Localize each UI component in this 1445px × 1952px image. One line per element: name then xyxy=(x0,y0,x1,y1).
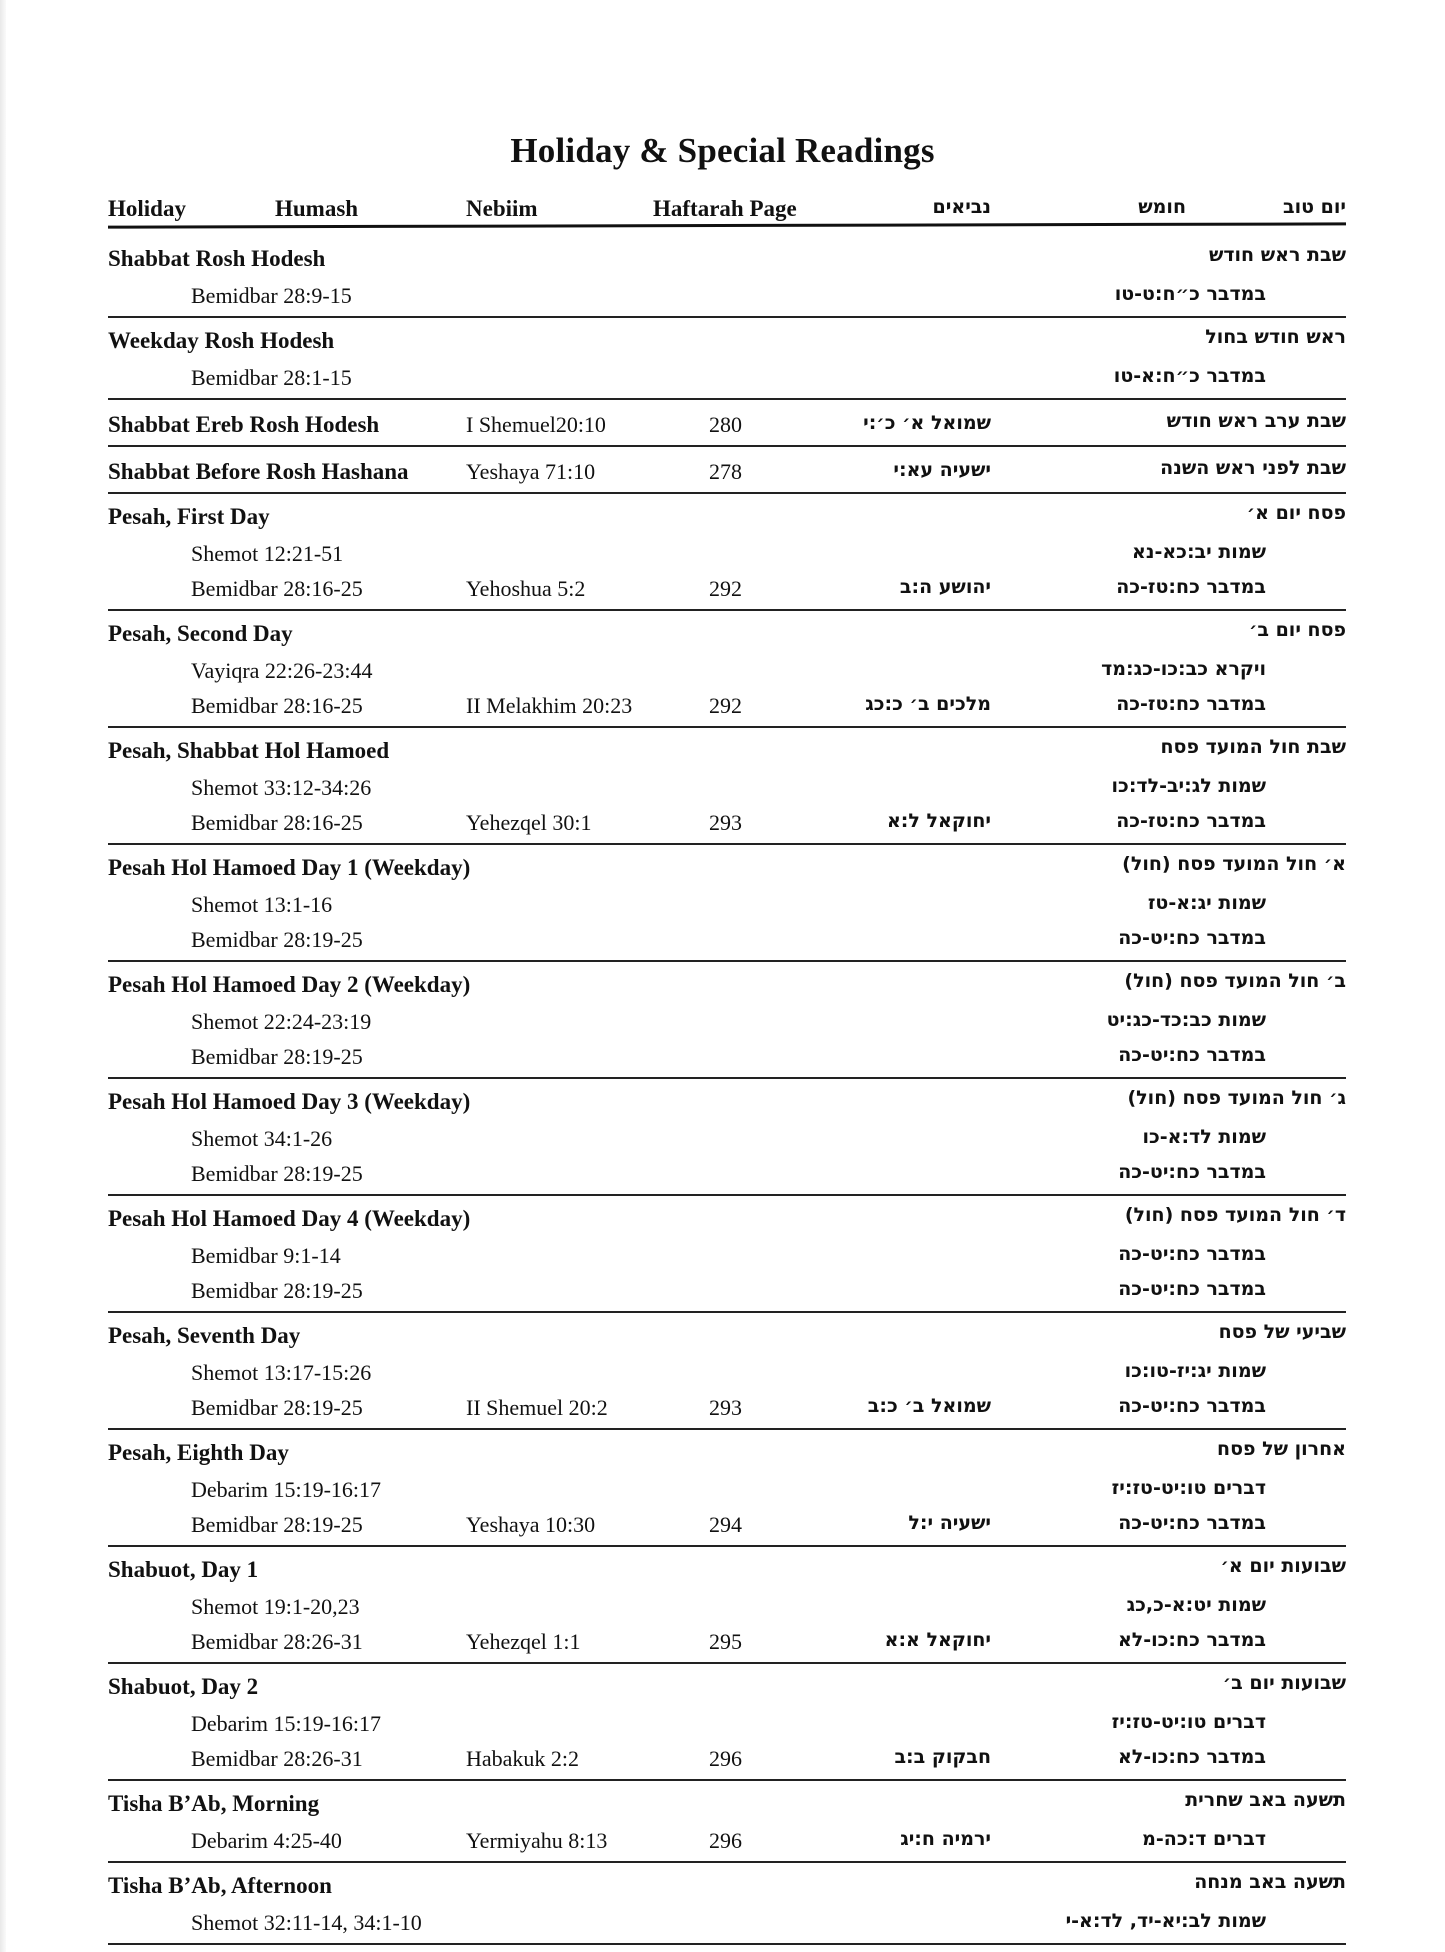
holiday-name: Pesah, Second Day xyxy=(108,621,293,646)
holiday-section xyxy=(108,1085,1346,1196)
reading-row xyxy=(108,921,1346,956)
holiday-title-row xyxy=(108,324,1346,359)
haftarah-reference-hebrew: יהושע ה:ב xyxy=(899,576,991,598)
holiday-section xyxy=(108,1869,1346,1945)
reading-row xyxy=(108,277,1346,312)
holiday-title-row xyxy=(108,617,1346,652)
haftarah-reference: Yermiyahu 8:13 xyxy=(466,1828,608,1853)
humash-reference: Vayiqra 22:26-23:44 xyxy=(191,658,373,683)
holiday-name-hebrew: תשעה באב מנחה xyxy=(1194,1871,1346,1893)
humash-reference-hebrew: במדבר כ״ח:ט-טו xyxy=(1114,283,1266,305)
holiday-name: Shabuot, Day 2 xyxy=(108,1674,259,1699)
haftarah-reference: Yeshaya 71:10 xyxy=(466,459,596,484)
haftarah-reference-hebrew: שמואל א׳ כ׳:י xyxy=(863,412,991,434)
humash-reference-hebrew: במדבר כח:יט-כה xyxy=(1118,1161,1266,1183)
holiday-title-row xyxy=(108,851,1346,886)
holiday-section xyxy=(108,1787,1346,1863)
humash-reference: Bemidbar 28:16-25 xyxy=(191,576,363,601)
holiday-title-row xyxy=(108,1436,1346,1471)
humash-reference-hebrew: שמות יג:יז-טו:כו xyxy=(1124,1360,1266,1382)
humash-reference: Bemidbar 28:19-25 xyxy=(191,1044,363,1069)
humash-reference: Bemidbar 9:1-14 xyxy=(191,1243,341,1268)
readings-table xyxy=(108,242,1346,1951)
haftarah-reference: II Shemuel 20:2 xyxy=(466,1395,608,1420)
holiday-name-hebrew: שבועות יום ב׳ xyxy=(1222,1672,1346,1694)
humash-reference-hebrew: שמות יט:א-כ,כג xyxy=(1126,1594,1266,1616)
column-header-holiday: Holiday xyxy=(108,196,186,221)
reading-row xyxy=(108,1272,1346,1307)
holiday-name-hebrew: פסח יום א׳ xyxy=(1246,502,1346,524)
holiday-section xyxy=(108,1319,1346,1430)
holiday-title-row xyxy=(108,1787,1346,1822)
column-header-yom-tov-hebrew: יום טוב xyxy=(1283,196,1346,218)
holiday-section xyxy=(108,851,1346,962)
holiday-name: Pesah, Shabbat Hol Hamoed xyxy=(108,738,390,763)
haftarah-reference: I Shemuel20:10 xyxy=(466,412,606,437)
humash-reference: Bemidbar 28:19-25 xyxy=(191,1395,363,1420)
haftarah-page-number: 296 xyxy=(709,1828,742,1853)
reading-row xyxy=(108,1038,1346,1073)
reading-row xyxy=(108,535,1346,570)
humash-reference: Bemidbar 28:19-25 xyxy=(191,1512,363,1537)
reading-row xyxy=(108,652,1346,687)
humash-reference: Bemidbar 28:19-25 xyxy=(191,1278,363,1303)
humash-reference: Shemot 33:12-34:26 xyxy=(191,775,372,800)
humash-reference: Bemidbar 28:26-31 xyxy=(191,1746,363,1771)
haftarah-reference-hebrew: ירמיה ח:יג xyxy=(900,1828,991,1850)
haftarah-reference: Yehoshua 5:2 xyxy=(466,576,586,601)
holiday-name: Pesah, Seventh Day xyxy=(108,1323,301,1348)
humash-reference: Debarim 15:19-16:17 xyxy=(191,1477,382,1502)
haftarah-page-number: 280 xyxy=(709,412,742,437)
holiday-title-row xyxy=(108,1085,1346,1120)
holiday-title-row xyxy=(108,1869,1346,1904)
holiday-name: Tisha B’Ab, Afternoon xyxy=(108,1873,332,1898)
humash-reference: Shemot 19:1-20,23 xyxy=(191,1594,360,1619)
holiday-name-hebrew: תשעה באב שחרית xyxy=(1185,1789,1346,1811)
haftarah-page-number: 293 xyxy=(709,1395,742,1420)
humash-reference-hebrew: במדבר כח:טז-כה xyxy=(1116,576,1266,598)
holiday-section xyxy=(108,1436,1346,1547)
humash-reference-hebrew: שמות כב:כד-כג:יט xyxy=(1106,1009,1266,1031)
holiday-section xyxy=(108,968,1346,1079)
column-header-nebiim-hebrew: נביאים xyxy=(932,196,991,218)
humash-reference-hebrew: במדבר כח:יט-כה xyxy=(1118,1278,1266,1300)
humash-reference-hebrew: במדבר כח:יט-כה xyxy=(1118,1512,1266,1534)
humash-reference: Bemidbar 28:19-25 xyxy=(191,1161,363,1186)
humash-reference: Bemidbar 28:26-31 xyxy=(191,1629,363,1654)
humash-reference: Debarim 15:19-16:17 xyxy=(191,1711,382,1736)
humash-reference-hebrew: במדבר כח:יט-כה xyxy=(1118,1395,1266,1417)
haftarah-reference-hebrew: חבקוק ב:ב xyxy=(894,1746,991,1768)
reading-row xyxy=(108,1740,1346,1775)
reading-row xyxy=(108,1904,1346,1939)
haftarah-reference: Yehezqel 30:1 xyxy=(466,810,592,835)
humash-reference: Bemidbar 28:16-25 xyxy=(191,693,363,718)
reading-row xyxy=(108,1822,1346,1857)
holiday-title-row xyxy=(108,500,1346,535)
holiday-name: Tisha B’Ab, Morning xyxy=(108,1791,320,1816)
reading-row xyxy=(108,804,1346,839)
humash-reference-hebrew: דברים ד:כה-מ xyxy=(1142,1828,1266,1850)
column-header-humash: Humash xyxy=(275,196,359,221)
humash-reference: Bemidbar 28:9-15 xyxy=(191,283,352,308)
holiday-name: Pesah Hol Hamoed Day 2 (Weekday) xyxy=(108,972,471,997)
humash-reference: Shemot 13:17-15:26 xyxy=(191,1360,372,1385)
humash-reference: Bemidbar 28:16-25 xyxy=(191,810,363,835)
holiday-name: Pesah, First Day xyxy=(108,504,270,529)
reading-row xyxy=(108,687,1346,722)
humash-reference-hebrew: ויקרא כב:כו-כג:מד xyxy=(1101,658,1266,680)
holiday-name-hebrew: שבת לפני ראש השנה xyxy=(1160,457,1346,479)
humash-reference: Debarim 4:25-40 xyxy=(191,1828,342,1853)
holiday-name-hebrew: שבת ראש חודש xyxy=(1208,244,1346,266)
haftarah-page-number: 292 xyxy=(709,576,742,601)
reading-row xyxy=(108,1155,1346,1190)
holiday-name: Pesah Hol Hamoed Day 3 (Weekday) xyxy=(108,1089,471,1114)
humash-reference: Shemot 12:21-51 xyxy=(191,541,344,566)
reading-row xyxy=(108,359,1346,394)
haftarah-page-number: 294 xyxy=(709,1512,742,1537)
humash-reference-hebrew: שמות לג:יב-לד:כו xyxy=(1111,775,1266,797)
holiday-section xyxy=(108,242,1346,318)
holiday-name-hebrew: ד׳ חול המועד פסח (חול) xyxy=(1124,1204,1346,1226)
haftarah-reference-hebrew: שמואל ב׳ כ:ב xyxy=(867,1395,991,1417)
holiday-title-row xyxy=(108,453,1346,488)
column-header-nebiim: Nebiim xyxy=(466,196,538,221)
holiday-name-hebrew: פסח יום ב׳ xyxy=(1248,619,1346,641)
humash-reference-hebrew: במדבר כח:טז-כה xyxy=(1116,810,1266,832)
column-header-haftarah-page: Haftarah Page xyxy=(653,196,797,221)
haftarah-page-number: 296 xyxy=(709,1746,742,1771)
holiday-section xyxy=(108,1202,1346,1313)
haftarah-reference-hebrew: יחוקאל ל:א xyxy=(886,810,991,832)
holiday-name: Shabbat Rosh Hodesh xyxy=(108,246,326,271)
holiday-name: Weekday Rosh Hodesh xyxy=(108,328,335,353)
holiday-name-hebrew: ג׳ חול המועד פסח (חול) xyxy=(1127,1087,1346,1109)
humash-reference: Bemidbar 28:1-15 xyxy=(191,365,352,390)
holiday-name-hebrew: אחרון של פסח xyxy=(1217,1438,1346,1460)
reading-row xyxy=(108,1354,1346,1389)
humash-reference-hebrew: במדבר כח:יט-כה xyxy=(1118,1243,1266,1265)
holiday-name-hebrew: ראש חודש בחול xyxy=(1205,326,1346,348)
holiday-section xyxy=(108,1553,1346,1664)
holiday-name-hebrew: שבת חול המועד פסח xyxy=(1160,736,1346,758)
reading-row xyxy=(108,1003,1346,1038)
reading-row xyxy=(108,1506,1346,1541)
holiday-title-row xyxy=(108,734,1346,769)
haftarah-reference: Habakuk 2:2 xyxy=(466,1746,580,1771)
holiday-title-row xyxy=(108,1670,1346,1705)
holiday-name: Shabuot, Day 1 xyxy=(108,1557,259,1582)
holiday-section xyxy=(108,453,1346,494)
humash-reference-hebrew: שמות יג:א-טז xyxy=(1147,892,1266,914)
haftarah-page-number: 278 xyxy=(709,459,742,484)
holiday-title-row xyxy=(108,1319,1346,1354)
humash-reference-hebrew: במדבר כ״ח:א-טו xyxy=(1113,365,1266,387)
haftarah-reference-hebrew: ישעיה עא:י xyxy=(893,459,991,481)
humash-reference: Shemot 34:1-26 xyxy=(191,1126,333,1151)
humash-reference-hebrew: במדבר כח:כו-לא xyxy=(1117,1746,1266,1768)
holiday-section xyxy=(108,734,1346,845)
holiday-section xyxy=(108,406,1346,447)
reading-row xyxy=(108,1237,1346,1272)
haftarah-reference: Yehezqel 1:1 xyxy=(466,1629,581,1654)
humash-reference-hebrew: שמות יב:כא-נא xyxy=(1132,541,1266,563)
holiday-title-row xyxy=(108,406,1346,441)
haftarah-reference: II Melakhim 20:23 xyxy=(466,693,633,718)
reading-row xyxy=(108,886,1346,921)
holiday-section xyxy=(108,500,1346,611)
holiday-title-row xyxy=(108,968,1346,1003)
haftarah-reference-hebrew: ישעיה י:ל xyxy=(908,1512,991,1534)
haftarah-reference-hebrew: מלכים ב׳ כ:כג xyxy=(865,693,991,715)
holiday-name-hebrew: ב׳ חול המועד פסח (חול) xyxy=(1124,970,1346,992)
humash-reference: Bemidbar 28:19-25 xyxy=(191,927,363,952)
haftarah-reference: Yeshaya 10:30 xyxy=(466,1512,596,1537)
reading-row xyxy=(108,1588,1346,1623)
reading-row xyxy=(108,1623,1346,1658)
holiday-section xyxy=(108,1670,1346,1781)
reading-row xyxy=(108,769,1346,804)
holiday-name: Pesah Hol Hamoed Day 4 (Weekday) xyxy=(108,1206,471,1231)
humash-reference-hebrew: שמות לד:א-כו xyxy=(1142,1126,1266,1148)
holiday-name: Pesah Hol Hamoed Day 1 (Weekday) xyxy=(108,855,471,880)
humash-reference-hebrew: דברים טו:יט-טז:יז xyxy=(1111,1711,1266,1733)
humash-reference-hebrew: במדבר כח:טז-כה xyxy=(1116,693,1266,715)
humash-reference-hebrew: דברים טו:יט-טז:יז xyxy=(1111,1477,1266,1499)
column-header-humash-hebrew: חומש xyxy=(1138,196,1186,218)
holiday-name: Shabbat Before Rosh Hashana xyxy=(108,459,409,484)
holiday-section xyxy=(108,617,1346,728)
humash-reference-hebrew: במדבר כח:יט-כה xyxy=(1118,927,1266,949)
holiday-name-hebrew: שבת ערב ראש חודש xyxy=(1166,410,1346,432)
holiday-name-hebrew: שביעי של פסח xyxy=(1218,1321,1346,1343)
humash-reference-hebrew: במדבר כח:יט-כה xyxy=(1118,1044,1266,1066)
reading-row xyxy=(108,1471,1346,1506)
humash-reference: Shemot 32:11-14, 34:1-10 xyxy=(191,1910,422,1935)
page-edge-shadow xyxy=(0,0,6,1952)
reading-row xyxy=(108,570,1346,605)
holiday-name-hebrew: א׳ חול המועד פסח (חול) xyxy=(1122,853,1346,875)
holiday-name-hebrew: שבועות יום א׳ xyxy=(1220,1555,1346,1577)
humash-reference-hebrew: במדבר כח:כו-לא xyxy=(1117,1629,1266,1651)
reading-row xyxy=(108,1120,1346,1155)
holiday-name: Shabbat Ereb Rosh Hodesh xyxy=(108,412,380,437)
humash-reference: Shemot 22:24-23:19 xyxy=(191,1009,372,1034)
holiday-title-row xyxy=(108,1553,1346,1588)
humash-reference: Shemot 13:1-16 xyxy=(191,892,333,917)
holiday-name: Pesah, Eighth Day xyxy=(108,1440,289,1465)
haftarah-page-number: 292 xyxy=(709,693,742,718)
reading-row xyxy=(108,1705,1346,1740)
reading-row xyxy=(108,1389,1346,1424)
page-title: Holiday & Special Readings xyxy=(510,131,935,171)
haftarah-page-number: 293 xyxy=(709,810,742,835)
holiday-title-row xyxy=(108,1202,1346,1237)
haftarah-page-number: 295 xyxy=(709,1629,742,1654)
holiday-section xyxy=(108,324,1346,400)
holiday-title-row xyxy=(108,242,1346,277)
haftarah-reference-hebrew: יחוקאל א:א xyxy=(884,1629,991,1651)
humash-reference-hebrew: שמות לב:יא-יד, לד:א-י xyxy=(1065,1910,1266,1932)
